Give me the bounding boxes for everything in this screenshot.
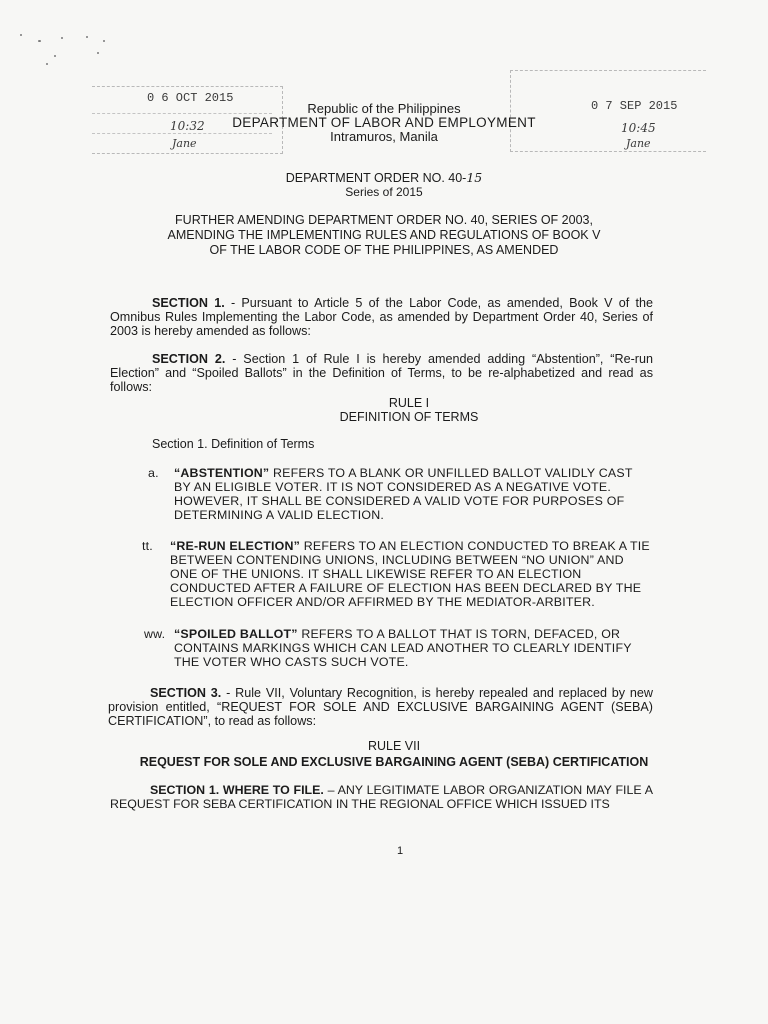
order-series: Series of 2015 [345,185,423,199]
definition-marker: a. [148,466,159,480]
stamp-signature: Jane [172,137,197,150]
definition-re-run-election [142,539,652,609]
stamp-signature: Jane [626,137,651,150]
definition-marker: tt. [142,539,153,553]
section-3-label: SECTION 3. [150,686,222,700]
rule-7-subheading: REQUEST FOR SOLE AND EXCLUSIVE BARGAINING AGENT (SEBA) CERTIFICATION [139,755,649,769]
header-department: DEPARTMENT OF LABOR AND EMPLOYMENT [232,115,536,130]
order-number-text: DEPARTMENT ORDER NO. 40- [285,171,467,185]
rule-7-heading: RULE VII [367,739,421,753]
definition-term: “ABSTENTION” [174,466,270,480]
definition-text: REFERS TO AN ELECTION CONDUCTED TO BREAK A TIE BETWEEN CONTENDING UNIONS, INCLUDING BETWEEN “NO UNION” AND ONE OF THE UNIONS. IT SHALL LIKEWISE REFER TO AN ELECTION CONDUCTED AFTER A FAILURE OF ELECTION HAS BEEN DECLARED BY THE ELECTION OFFICER AND/OR AFFIRMED BY THE MEDIATOR-ARBITER. [170,539,650,609]
rule-1-subheading: DEFINITION OF TERMS [339,410,479,424]
header-republic: Republic of the Philippines [307,101,461,116]
header-address: Intramuros, Manila [330,129,438,144]
section-2-label: SECTION 2. [152,352,226,366]
order-number [0,170,768,185]
section-3-text: - Rule VII, Voluntary Recognition, is hereby repealed and replaced by new provision entitled, “REQUEST FOR SOLE AND EXCLUSIVE BARGAINING AGENT (SEBA) CERTIFICATION”, to read as follows: [108,686,654,728]
stamp-time: 10:45 [621,121,656,135]
order-title-line-3: OF THE LABOR CODE OF THE PHILIPPINES, AS AMENDED [209,243,559,257]
rule-1-heading: RULE I [388,396,430,410]
order-number-handwritten: 15 [466,170,483,185]
definition-marker: ww. [144,627,166,641]
section-3-paragraph [108,686,653,728]
section-2-paragraph [110,352,653,394]
order-title-line-1: FURTHER AMENDING DEPARTMENT ORDER NO. 40, SERIES OF 2003, [175,213,593,227]
order-title-line-2: AMENDING THE IMPLEMENTING RULES AND REGULATIONS OF BOOK V [167,228,601,242]
definition-abstention [148,466,652,522]
where-to-file-label: SECTION 1. WHERE TO FILE. [150,783,324,797]
section-1-label: SECTION 1. [152,296,225,310]
definition-term: “RE-RUN ELECTION” [170,539,301,553]
definition-term: “SPOILED BALLOT” [174,627,298,641]
section-2-text: - Section 1 of Rule I is hereby amended adding “Abstention”, “Re-run Election” and “Spoiled Ballots” in the Definition of Terms, to be re-alphabetized and read as follows: [110,352,653,394]
stamp-time: 10:32 [170,119,205,133]
section-1-paragraph [110,296,653,338]
definition-text: REFERS TO A BALLOT THAT IS TORN, DEFACED, OR CONTAINS MARKINGS WHICH CAN LEAD ANOTHER TO CLEARLY IDENTIFY THE VOTER WHO CASTS SUCH VOTE. [174,627,632,669]
stamp-date: 0 6 OCT 2015 [147,91,234,105]
section-1-text: - Pursuant to Article 5 of the Labor Code, as amended, Book V of the Omnibus Rules Implementing the Labor Code, as amended by Department Order 40, Series of 2003 is hereby amended as follows: [110,296,654,338]
page-number: 1 [397,845,404,857]
where-to-file-text: – ANY LEGITIMATE LABOR ORGANIZATION MAY FILE A REQUEST FOR SEBA CERTIFICATION IN THE REGIONAL OFFICE WHICH ISSUED ITS [110,783,653,811]
stamp-date: 0 7 SEP 2015 [591,99,678,113]
definition-spoiled-ballot [144,627,652,669]
definitions-heading: Section 1. Definition of Terms [152,437,315,451]
definition-text: REFERS TO A BLANK OR UNFILLED BALLOT VALIDLY CAST BY AN ELIGIBLE VOTER. IT IS NOT CONSIDERED AS A NEGATIVE VOTE. HOWEVER, IT SHALL BE CONSIDERED A VALID VOTE FOR PURPOSES OF DETERMINING A VALID ELECTION. [174,466,633,522]
where-to-file-paragraph [110,783,653,811]
